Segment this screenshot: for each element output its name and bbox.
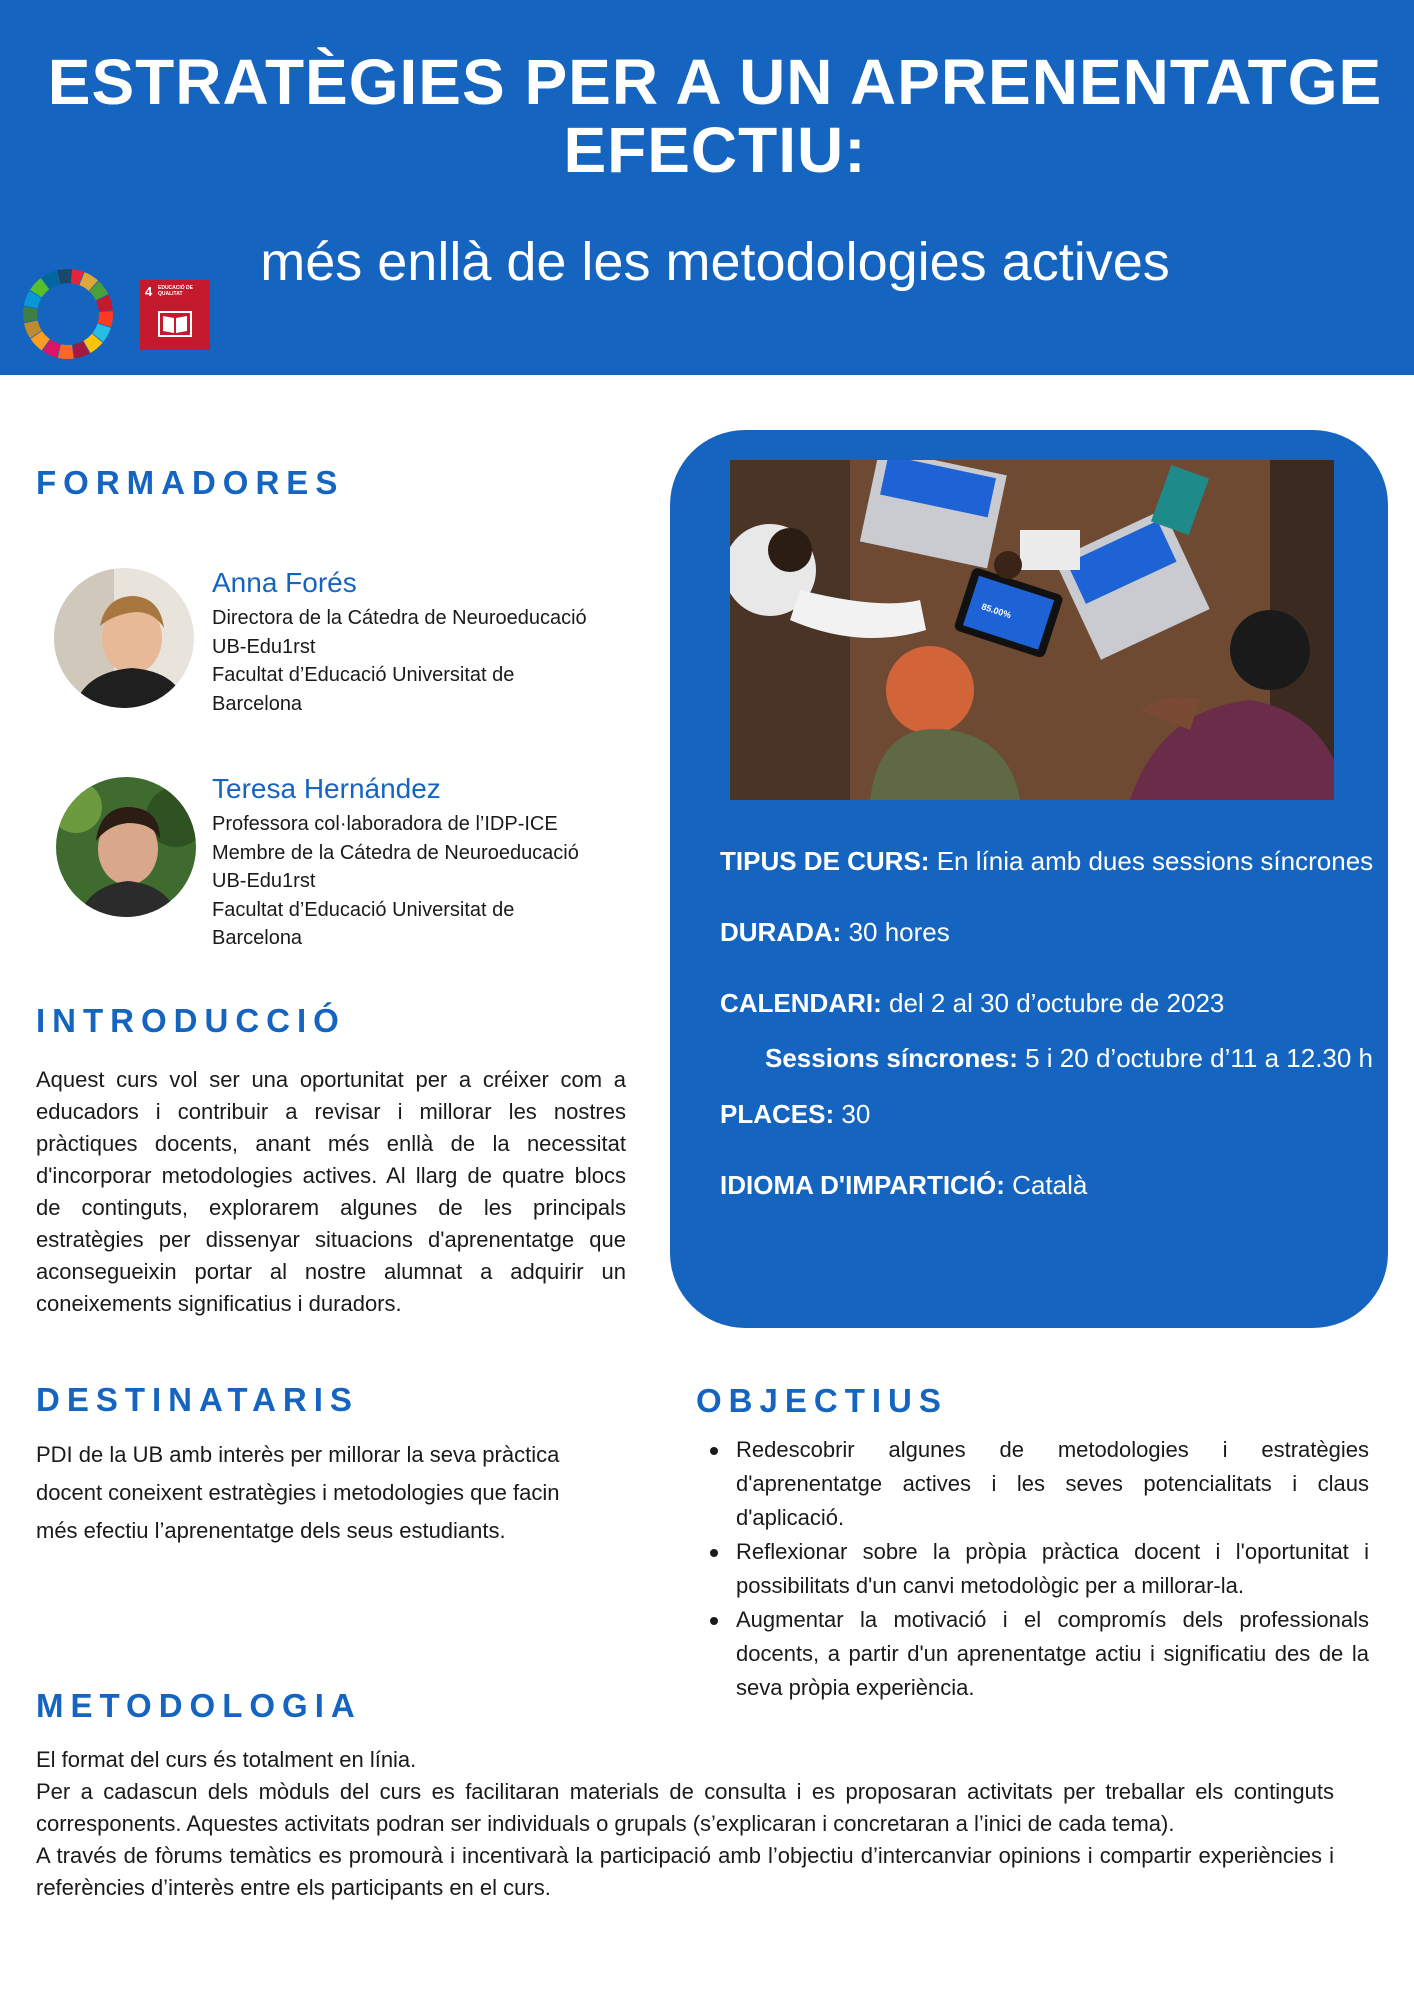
page-title bbox=[40, 48, 1390, 184]
destinataris-heading: DESTINATARIS bbox=[36, 1381, 359, 1418]
course-language bbox=[720, 1168, 1087, 1202]
tablet-screen-text: 85.00% bbox=[980, 601, 1013, 621]
course-calendar bbox=[720, 986, 1224, 1020]
trainer-description-teresa bbox=[212, 810, 579, 953]
objective-text: Augmentar la motivació i el compromís dels professionals docents, a partir d'un aprenentatge actiu i significatiu des de la seva pròpia experiència. bbox=[736, 1607, 1369, 1700]
destinataris-text: PDI de la UB amb interès per millorar la seva pràctica docent coneixent estratègies i metodologies que facin més efectiu l’aprenentatge dels seus estudiants. bbox=[36, 1442, 560, 1543]
metodologia-paragraph: A través de fòrums temàtics es promourà i incentivarà la participació amb l’objectiu d’intercanviar opinions i compartir experiències i referències d’interès entre els participants en el curs. bbox=[36, 1843, 1334, 1900]
course-type bbox=[720, 844, 1373, 878]
objectius-list bbox=[696, 1433, 1369, 1705]
header-banner bbox=[0, 0, 1414, 375]
objectius-heading: OBJECTIUS bbox=[696, 1382, 948, 1419]
bullet-icon bbox=[710, 1447, 718, 1455]
course-duration-label: DURADA: bbox=[720, 917, 842, 947]
formadores-heading: FORMADORES bbox=[36, 464, 345, 501]
sdg4-badge-icon bbox=[140, 280, 210, 350]
sdg-badge-number: 4 bbox=[145, 284, 153, 299]
trainer-description-anna bbox=[212, 604, 587, 718]
trainer-line: Barcelona bbox=[212, 927, 303, 949]
course-sync-sessions bbox=[765, 1041, 1373, 1075]
bullet-icon bbox=[710, 1617, 718, 1625]
sdg-badge-label: EDUCACIÓ DE QUALITAT bbox=[158, 285, 194, 297]
metodologia-paragraph: El format del curs és totalment en línia. bbox=[36, 1747, 417, 1772]
metodologia-heading: METODOLOGIA bbox=[36, 1687, 362, 1724]
list-item bbox=[696, 1433, 1369, 1535]
course-places-value: 30 bbox=[841, 1099, 871, 1129]
trainer-line: Facultat d’Educació Universitat de bbox=[212, 898, 515, 921]
trainer-name-teresa: Teresa Hernández bbox=[212, 773, 441, 804]
list-item bbox=[696, 1603, 1369, 1705]
trainer-line: UB-Edu1rst bbox=[212, 870, 316, 892]
course-type-value: En línia amb dues sessions síncrones bbox=[936, 846, 1374, 876]
page-subtitle: més enllà de les metodologies actives bbox=[260, 232, 1170, 292]
course-photo bbox=[730, 460, 1334, 800]
metodologia-paragraph: Per a cadascun dels mòduls del curs es facilitaran materials de consulta i es proposaran activitats per treballar els continguts corresponents. Aquestes activitats podran ser individuals o grupals (s’explicaran i concretaran a l’inici de cada tema). bbox=[36, 1779, 1334, 1836]
trainer-line: Professora col·laboradora de l’IDP-ICE bbox=[212, 813, 558, 835]
metodologia-text bbox=[36, 1744, 1334, 1904]
course-sync-sessions-label: Sessions síncrones: bbox=[765, 1043, 1018, 1073]
course-type-label: TIPUS DE CURS: bbox=[720, 846, 930, 876]
trainer-line: Directora de la Cátedra de Neuroeducació bbox=[212, 607, 587, 629]
objective-text: Reflexionar sobre la pròpia pràctica docent i l'oportunitat i possibilitats d'un canvi metodològic per a millorar-la. bbox=[736, 1539, 1369, 1598]
course-duration bbox=[720, 915, 950, 949]
trainer-line: UB-Edu1rst bbox=[212, 635, 316, 658]
sdg-wheel-icon bbox=[22, 268, 114, 360]
trainer-line: Membre de la Cátedra de Neuroeducació bbox=[212, 841, 579, 864]
course-sync-sessions-value: 5 i 20 d’octubre d’11 a 12.30 h bbox=[1025, 1043, 1374, 1073]
bullet-icon bbox=[710, 1549, 718, 1557]
introduccio-heading: INTRODUCCIÓ bbox=[36, 1002, 346, 1039]
trainer-name-anna: Anna Forés bbox=[212, 567, 357, 598]
course-places bbox=[720, 1097, 870, 1131]
book-icon bbox=[157, 310, 193, 338]
course-places-label: PLACES: bbox=[720, 1099, 835, 1129]
objective-text: Redescobrir algunes de metodologies i estratègies d'aprenentatge actives i les seves potencialitats i claus d'aplicació. bbox=[736, 1437, 1369, 1530]
trainer-photo-anna bbox=[54, 568, 194, 708]
trainer-line: Facultat d’Educació Universitat de bbox=[212, 664, 515, 686]
introduccio-text: Aquest curs vol ser una oportunitat per a créixer com a educadors i contribuir a revisar i millorar les nostres pràctiques docents, anant més enllà de la necessitat d'incorporar metodologies actives. Al llarg de quatre blocs de continguts, explorarem algunes de les principals estratègies per dissenyar situacions d'aprenentatge que aconsegueixin portar al nostre alumnat a adquirir un coneixements significatius i duradors. bbox=[36, 1067, 626, 1316]
list-item bbox=[696, 1535, 1369, 1603]
course-language-label: IDIOMA D'IMPARTICIÓ: bbox=[720, 1170, 1005, 1200]
course-calendar-label: CALENDARI: bbox=[720, 988, 882, 1018]
trainer-line: Barcelona bbox=[212, 692, 303, 715]
course-language-value: Català bbox=[1012, 1170, 1088, 1200]
course-calendar-value: del 2 al 30 d’octubre de 2023 bbox=[889, 988, 1225, 1018]
trainer-photo-teresa bbox=[56, 777, 196, 917]
title-line-2: EFECTIU: bbox=[563, 114, 867, 186]
title-line-1: ESTRATÈGIES PER A UN APRENENTATGE bbox=[47, 46, 1383, 118]
course-duration-value: 30 hores bbox=[848, 917, 950, 947]
